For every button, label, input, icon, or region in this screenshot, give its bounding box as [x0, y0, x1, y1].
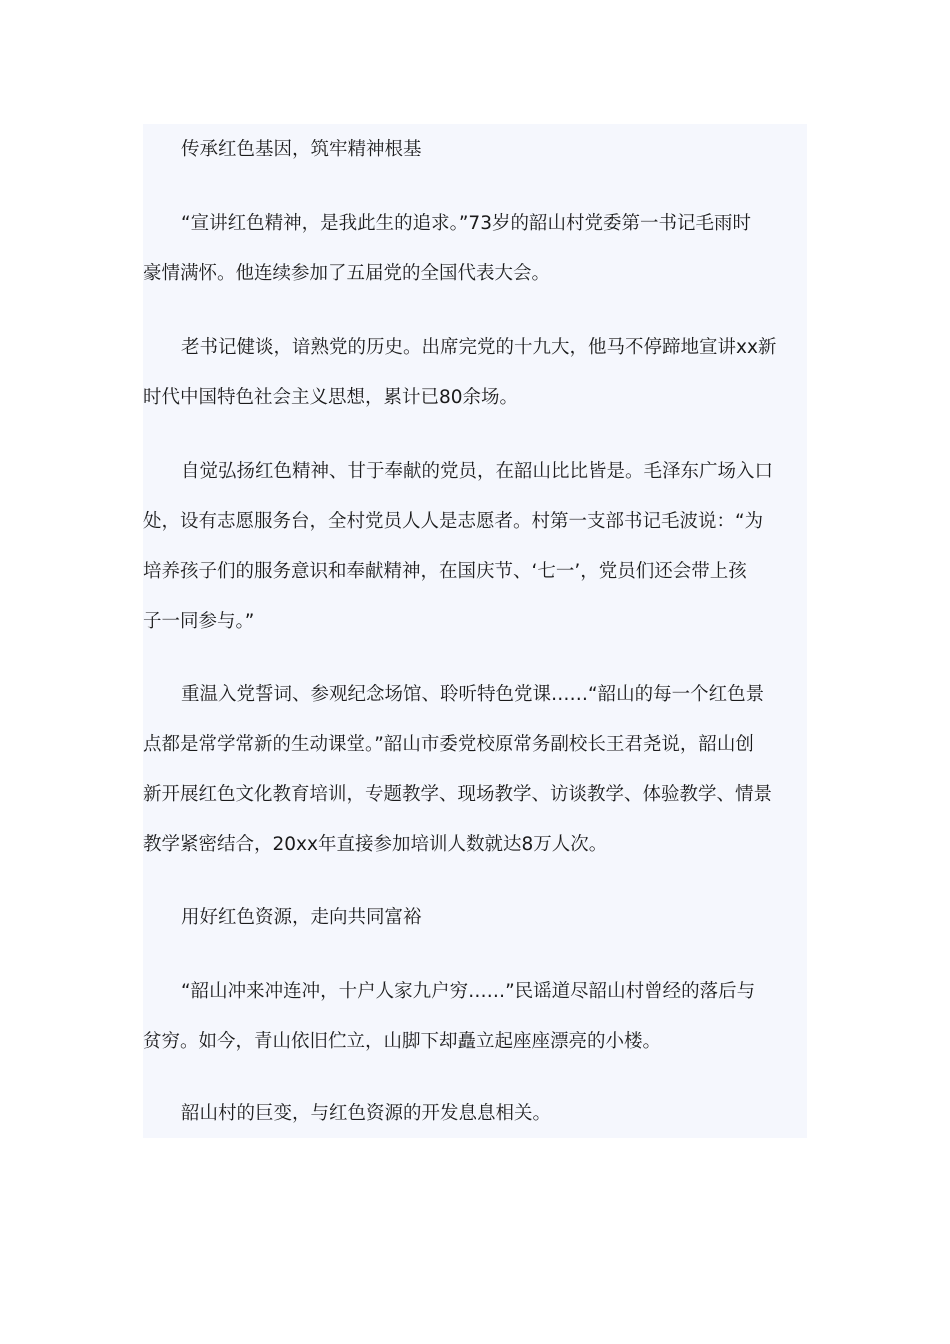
paragraph-line: 老书记健谈，谙熟党的历史。出席完党的十九大，他马不停蹄地宣讲xx新	[181, 337, 777, 358]
paragraph-line: “韶山冲来冲连冲，十户人家九户穷……”民谣道尽韶山村曾经的落后与	[181, 981, 756, 1002]
paragraph-line: 培养孩子们的服务意识和奉献精神，在国庆节、‘七一’，党员们还会带上孩	[143, 561, 747, 582]
paragraph-line: 韶山村的巨变，与红色资源的开发息息相关。	[181, 1103, 552, 1124]
paragraph-line: 教学紧密结合，20xx年直接参加培训人数就达8万人次。	[143, 834, 608, 855]
paragraph-line: 点都是常学常新的生动课堂。”韶山市委党校原常务副校长王君尧说，韶山创	[143, 734, 754, 755]
paragraph-line: 重温入党誓词、参观纪念场馆、聆听特色党课……“韶山的每一个红色景	[181, 684, 765, 705]
article-body	[143, 124, 807, 1138]
paragraph-line: 子一同参与。”	[143, 611, 255, 632]
paragraph-line: “宣讲红色精神，是我此生的追求。”73岁的韶山村党委第一书记毛雨时	[181, 213, 751, 234]
section-heading: 传承红色基因，筑牢精神根基	[181, 139, 422, 160]
paragraph-line: 豪情满怀。他连续参加了五届党的全国代表大会。	[143, 263, 551, 284]
paragraph-line: 贫穷。如今，青山依旧伫立，山脚下却矗立起座座漂亮的小楼。	[143, 1031, 662, 1052]
paragraph-line: 处，设有志愿服务台，全村党员人人是志愿者。村第一支部书记毛波说：“为	[143, 511, 764, 532]
paragraph-line: 新开展红色文化教育培训，专题教学、现场教学、访谈教学、体验教学、情景	[143, 784, 773, 805]
section-heading: 用好红色资源，走向共同富裕	[181, 907, 422, 928]
paragraph-line: 自觉弘扬红色精神、甘于奉献的党员，在韶山比比皆是。毛泽东广场入口	[181, 461, 774, 482]
paragraph-line: 时代中国特色社会主义思想，累计已80余场。	[143, 387, 519, 408]
